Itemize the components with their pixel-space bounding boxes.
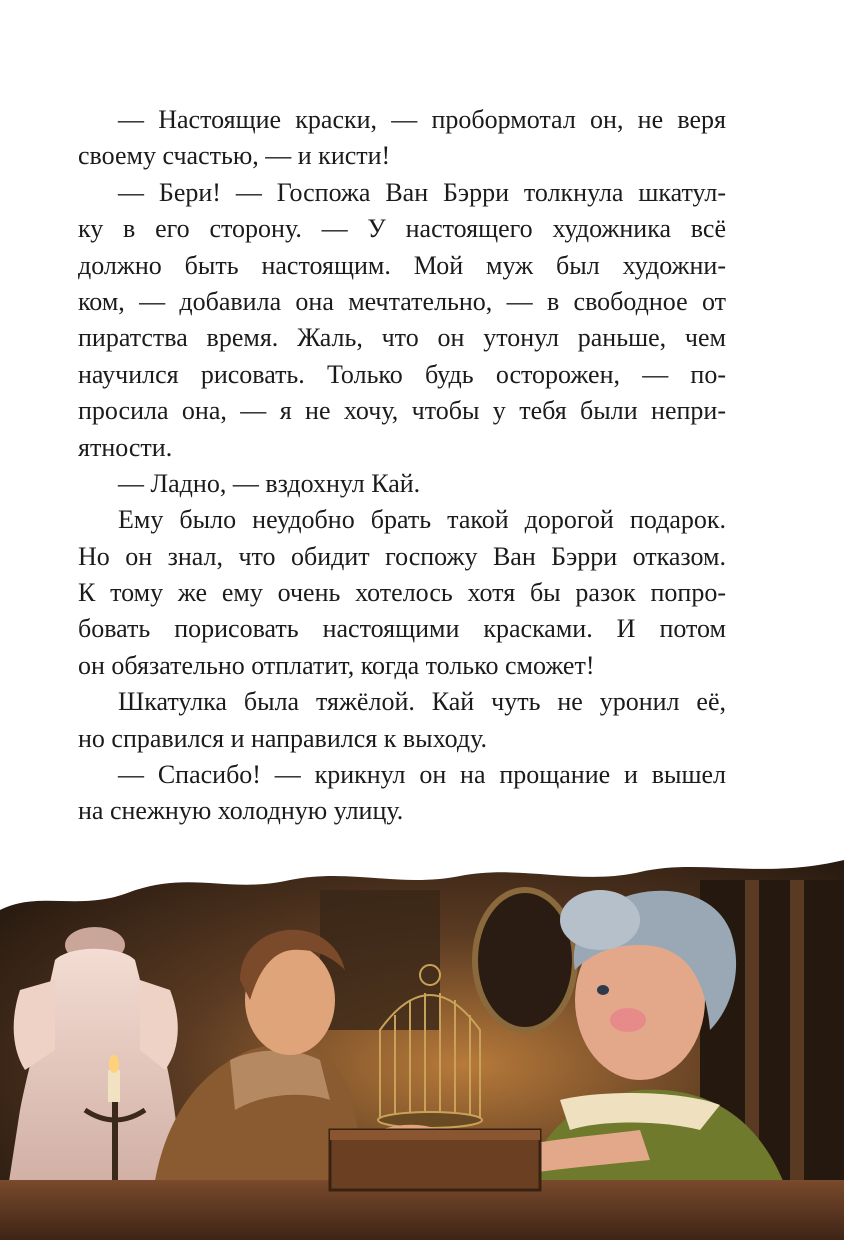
- text-line: — Бери! — Госпожа Ван Бэрри толкнула шкатул-: [118, 177, 726, 207]
- text-line: — Настоящие краски, — пробормотал он, не веря: [118, 105, 726, 134]
- text-line: бовать порисовать настоящими красками. И потом: [78, 614, 726, 644]
- text-line: ятности.: [78, 432, 173, 462]
- text-line: — Ладно, — вздохнул Кай.: [118, 468, 421, 498]
- treasure-box: [330, 1130, 540, 1190]
- text-line: научился рисовать. Только будь осторожен, — по-: [78, 359, 726, 389]
- text-line: просила она, — я не хочу, чтобы у тебя были непри-: [78, 396, 726, 426]
- text-line: Но он знал, что обидит госпожу Ван Бэрри отказом.: [78, 541, 726, 571]
- text-line: ку в его сторону. — У настоящего художника всё: [78, 214, 726, 244]
- story-text: [78, 102, 726, 830]
- text-line: Шкатулка была тяжёлой. Кай чуть не уронил её,: [118, 687, 726, 717]
- text-line: пиратства время. Жаль, что он утонул раньше, чем: [78, 323, 726, 353]
- text-line: на снежную холодную улицу.: [78, 796, 404, 826]
- text-line: должно быть настоящим. Мой муж был художни-: [78, 250, 726, 280]
- text-line: он обязательно отплатит, когда только сможет!: [78, 650, 595, 680]
- text-line: Ему было неудобно брать такой дорогой подарок.: [118, 505, 726, 535]
- illustration-kai-and-mrs-van-berry: [0, 850, 844, 1240]
- text-line: но справился и направился к выходу.: [78, 723, 487, 753]
- text-line: — Спасибо! — крикнул он на прощание и вышел: [118, 760, 726, 790]
- text-line: ком, — добавила она мечтательно, — в свободное от: [78, 286, 726, 316]
- text-line: своему счастью, — и кисти!: [78, 141, 391, 171]
- text-line: К тому же ему очень хотелось хотя бы разок попро-: [78, 578, 726, 608]
